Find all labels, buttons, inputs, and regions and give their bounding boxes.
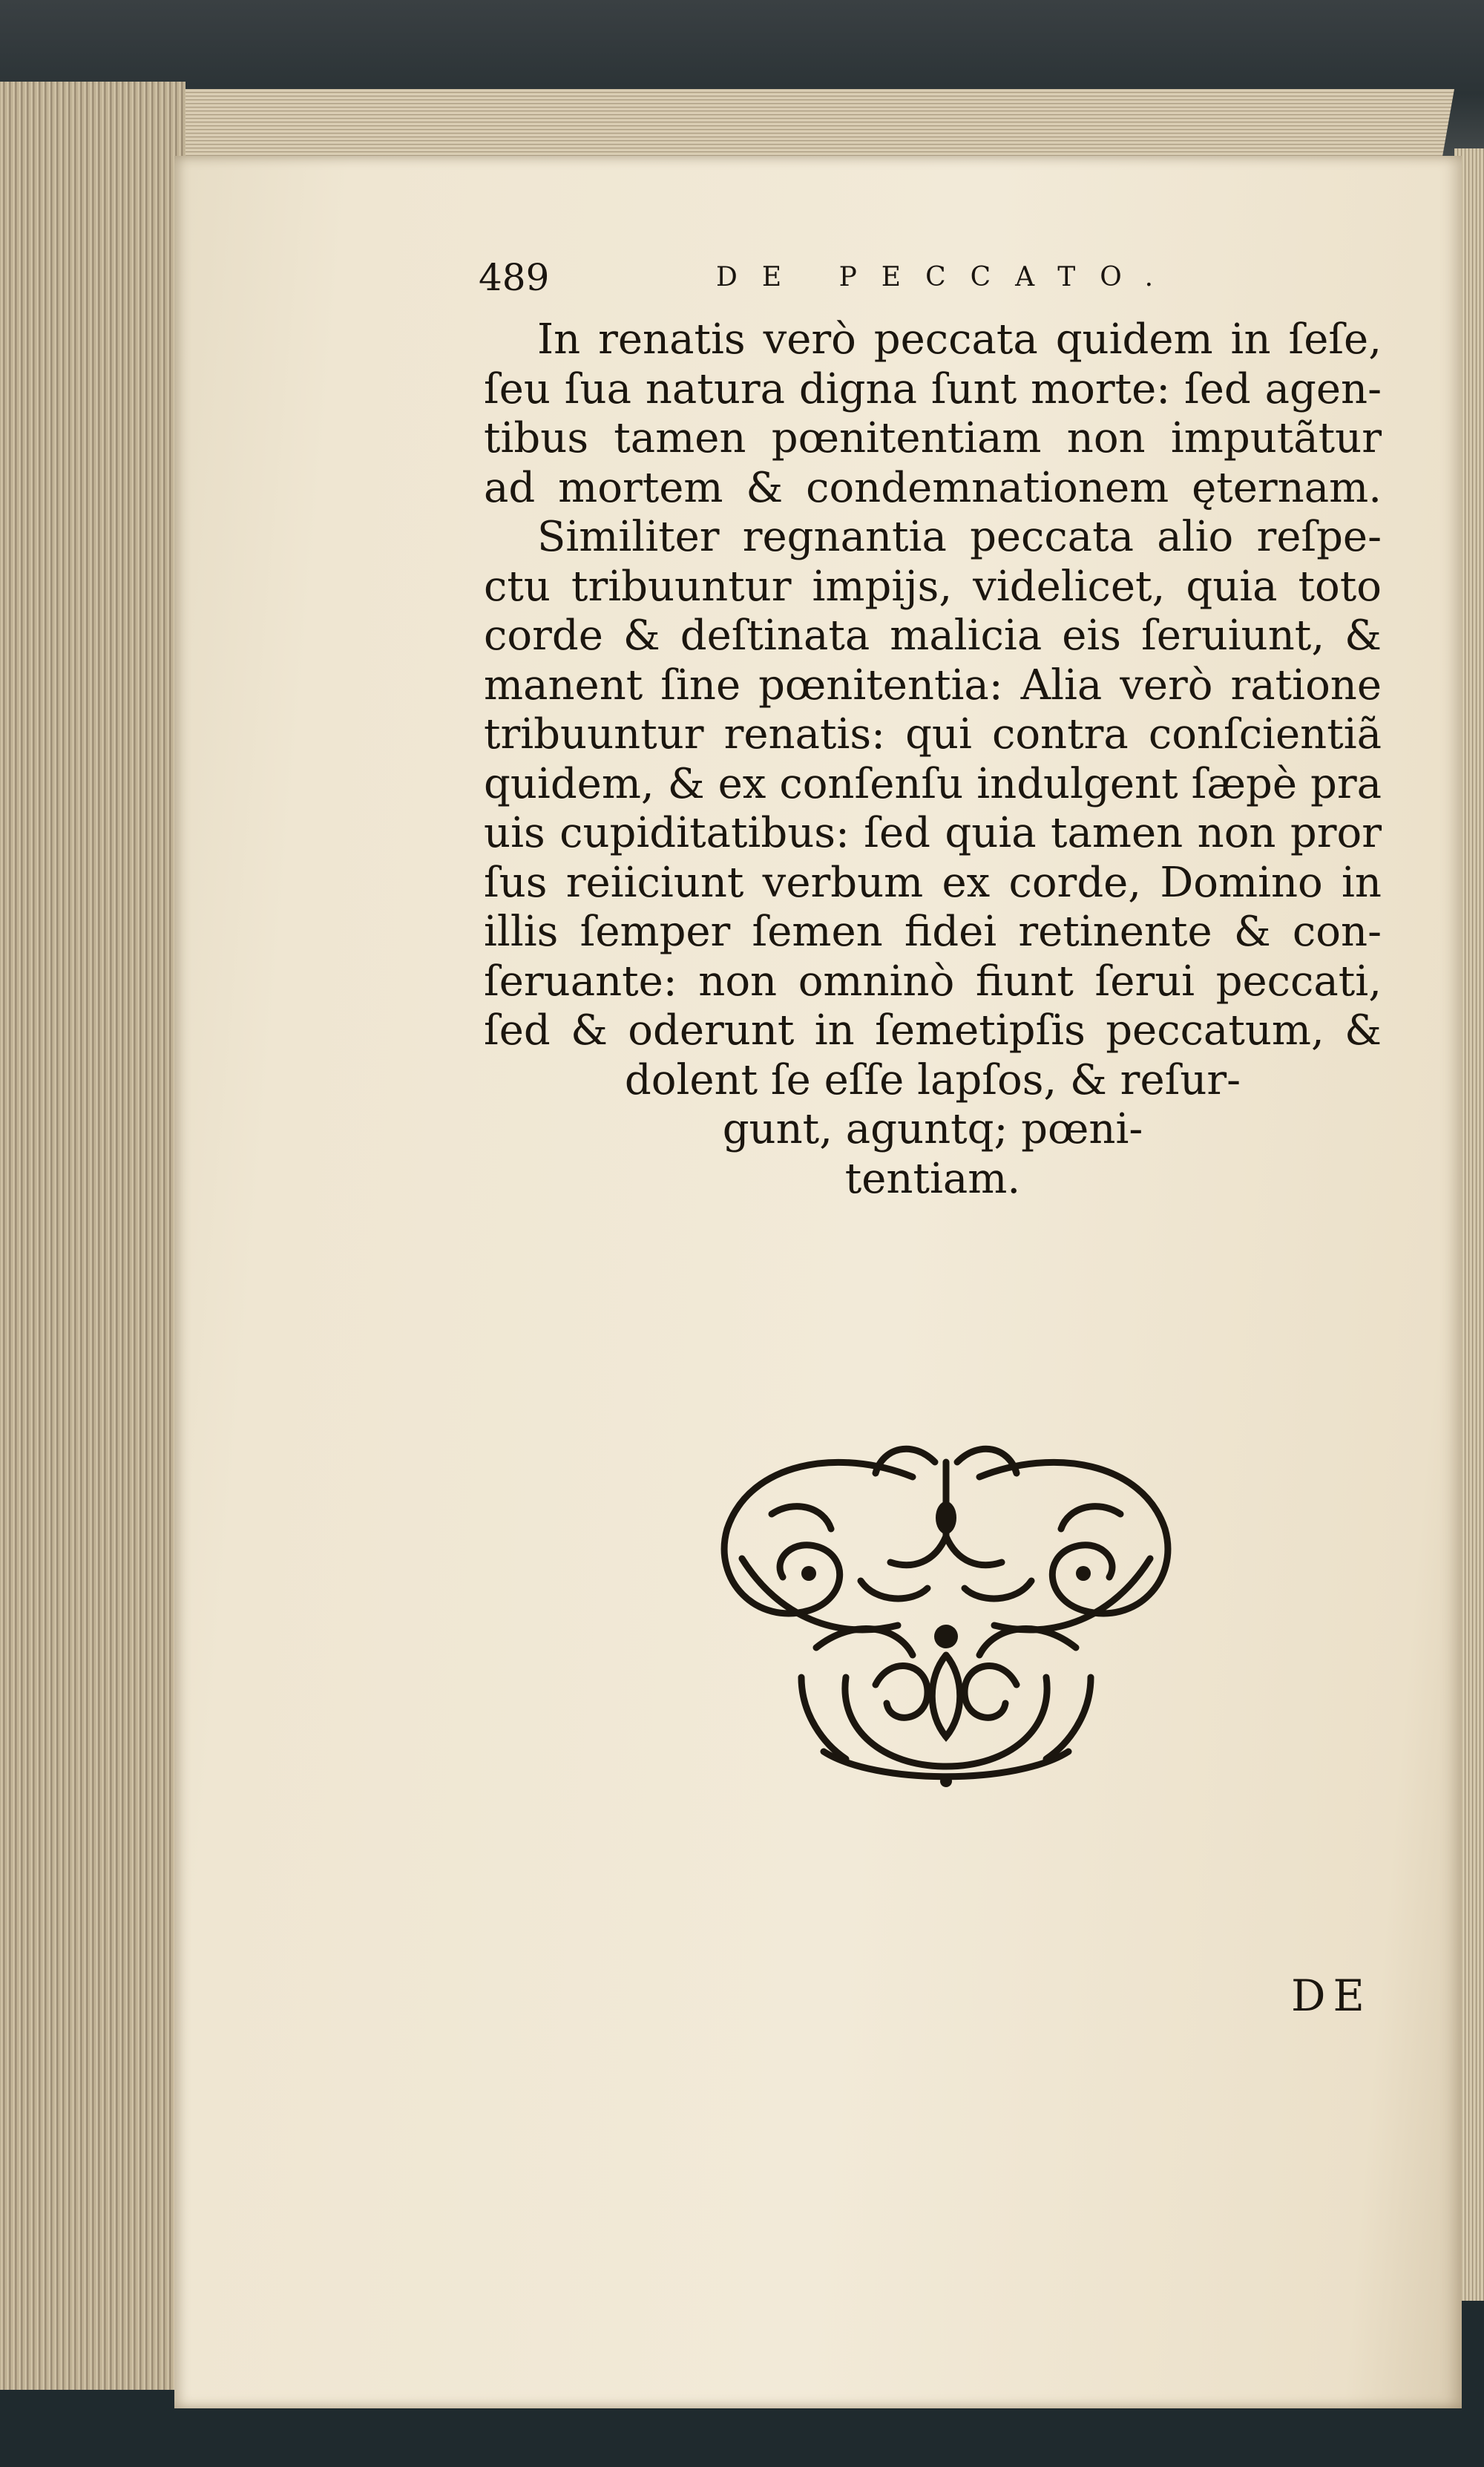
text-line: uis cupiditatibus: ſed quia tamen non pror bbox=[484, 809, 1382, 857]
running-head: DE PECCATO. bbox=[716, 262, 1178, 292]
text-block bbox=[484, 315, 1382, 1204]
text-line: dolent ſe eſſe lapſos, & reſur- bbox=[624, 1055, 1241, 1104]
text-line: ctu tribuuntur impijs, videlicet, quia toto bbox=[484, 562, 1382, 611]
text-line: manent ſine pœnitentia: Alia verò ratione bbox=[484, 661, 1382, 710]
catchword: DE bbox=[1291, 1970, 1372, 2021]
text-line: In renatis verò peccata quidem in ſeſe, bbox=[537, 315, 1382, 364]
text-line: corde & deſtinata malicia eis ſeruiunt, & bbox=[484, 612, 1382, 660]
text-line: quidem, & ex conſenſu indulgent ſæpè pra bbox=[484, 759, 1382, 808]
page-block-left bbox=[0, 82, 186, 2390]
text-line: tentiam. bbox=[844, 1154, 1021, 1203]
page-header bbox=[479, 256, 1191, 308]
page-number: 489 bbox=[479, 256, 550, 299]
text-line: Similiter regnantia peccata alio reſpe- bbox=[537, 513, 1382, 561]
text-line: gunt, aguntq; pœni- bbox=[722, 1105, 1143, 1153]
text-line: illis ſemper ſemen fidei retinente & con- bbox=[484, 908, 1382, 956]
text-line: tibus tamen pœnitentiam non imputãtur bbox=[484, 414, 1382, 462]
text-line: tribuuntur renatis: qui contra conſcientiã bbox=[484, 710, 1382, 759]
text-line: ad mortem & condemnationem ęternam. bbox=[484, 463, 1382, 512]
text-line: ſus reiiciunt verbum ex corde, Domino in bbox=[484, 858, 1382, 907]
text-line: ſeu ſua natura digna ſunt morte: ſed agen- bbox=[484, 364, 1382, 413]
text-line: ſed & oderunt in ſemetipſis peccatum, & bbox=[484, 1006, 1382, 1055]
text-line: ſeruante: non omninò fiunt ſerui peccati, bbox=[484, 957, 1382, 1006]
ornament-tailpiece bbox=[690, 1432, 1202, 1818]
